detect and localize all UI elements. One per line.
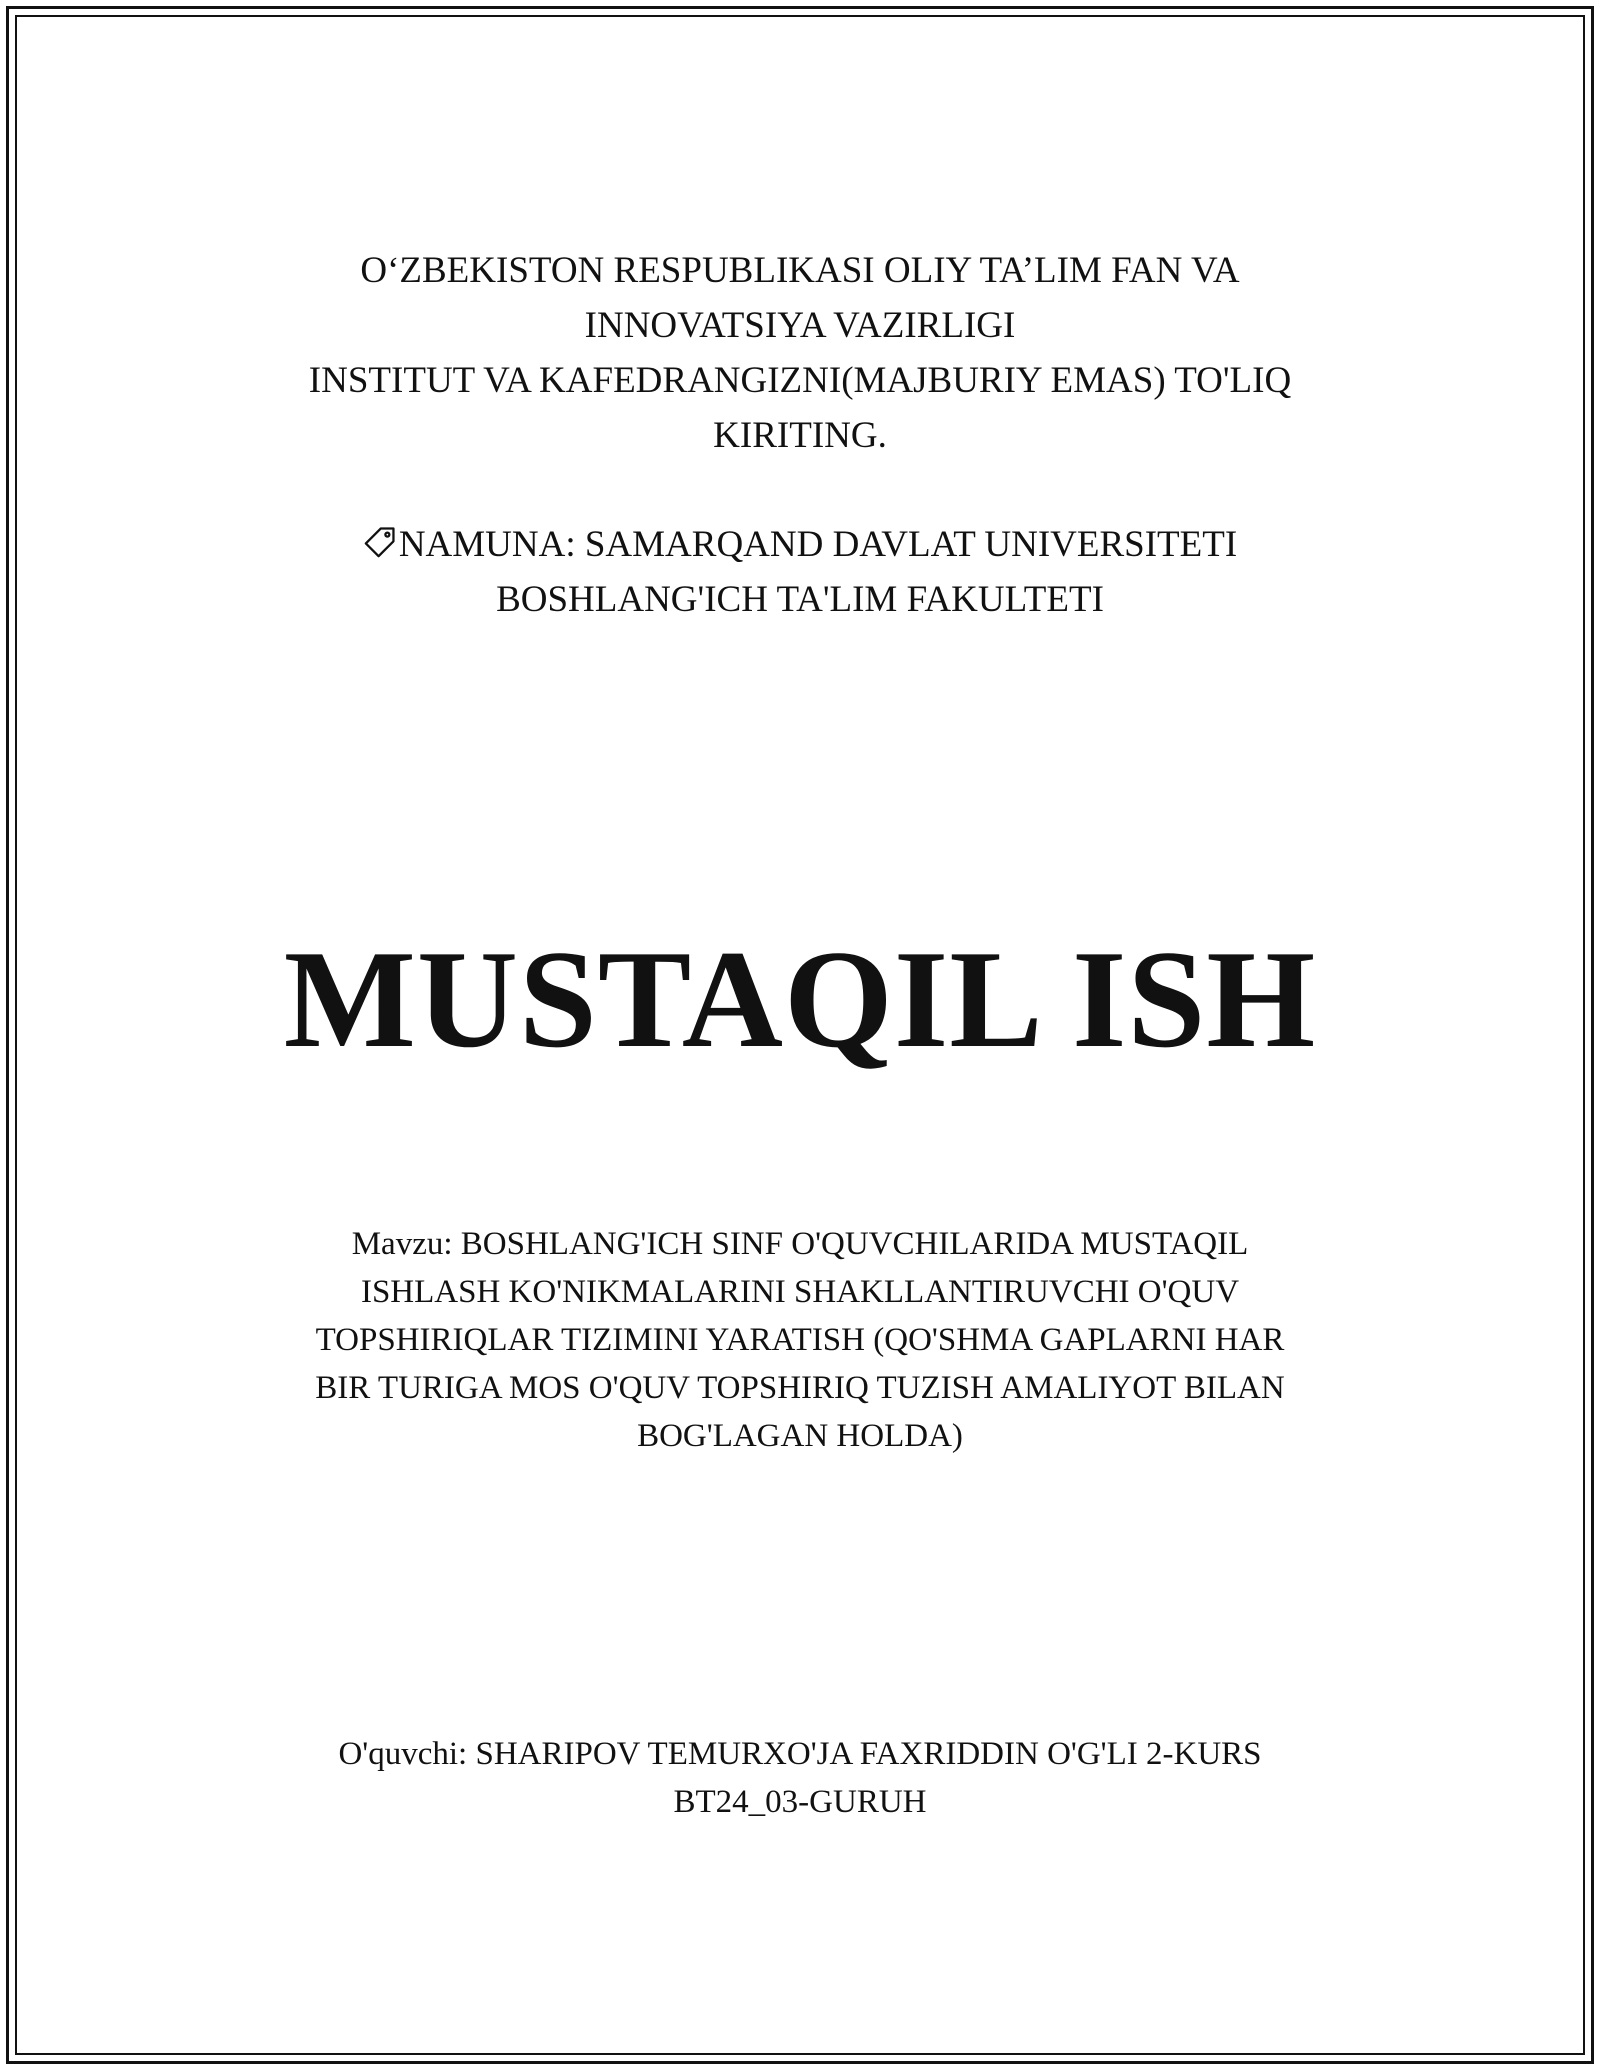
label-tag-icon	[363, 525, 397, 559]
topic-line: BOG'LAGAN HOLDA)	[637, 1418, 963, 1454]
topic-line: ISHLASH KO'NIKMALARINI SHAKLLANTIRUVCHI O'QUV	[360, 1274, 1240, 1310]
institute-line: KIRITING.	[713, 415, 887, 456]
topic-line: BIR TURIGA MOS O'QUV TOPSHIRIQ TUZISH AMALIYOT BILAN	[315, 1370, 1285, 1406]
example-text: NAMUNA: SAMARQAND DAVLAT UNIVERSITETI	[398, 524, 1238, 565]
ministry-line: O‘ZBEKISTON RESPUBLIKASI OLIY TA’LIM FAN VA	[360, 250, 1240, 291]
example-line-1	[0, 517, 1600, 572]
ministry-line: INNOVATSIYA VAZIRLIGI	[584, 305, 1016, 346]
ministry-header	[0, 243, 1600, 463]
example-line-2: BOSHLANG'ICH TA'LIM FAKULTETI	[496, 579, 1104, 620]
student-line: O'quvchi: SHARIPOV TEMURXO'JA FAXRIDDIN O'G'LI 2-KURS	[338, 1736, 1262, 1772]
document-title: MUSTAQIL ISH	[283, 922, 1317, 1077]
example-block	[0, 517, 1600, 627]
student-block	[0, 1730, 1600, 1826]
topic-line: Mavzu: BOSHLANG'ICH SINF O'QUVCHILARIDA MUSTAQIL	[351, 1226, 1249, 1262]
institute-line: INSTITUT VA KAFEDRANGIZNI(MAJBURIY EMAS) TO'LIQ	[308, 360, 1292, 401]
student-group-line: BT24_03-GURUH	[673, 1784, 927, 1820]
topic-line: TOPSHIRIQLAR TIZIMINI YARATISH (QO'SHMA GAPLARNI HAR	[315, 1322, 1285, 1358]
topic-block	[0, 1220, 1600, 1460]
